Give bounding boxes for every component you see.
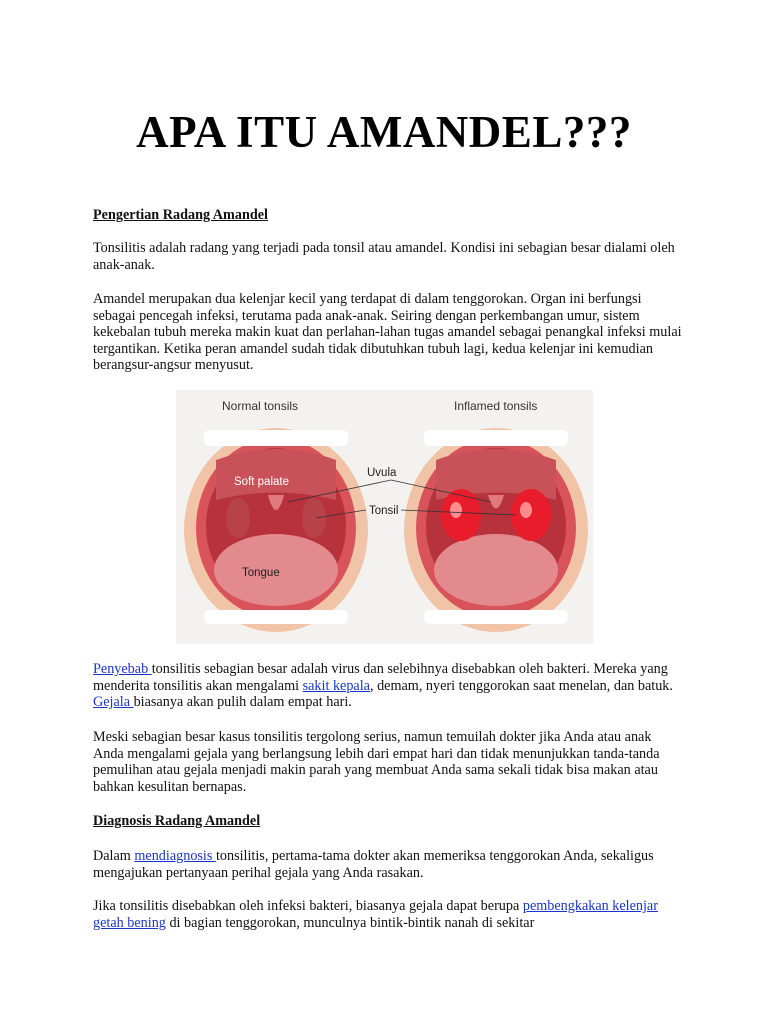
section-heading-pengertian: Pengertian Radang Amandel <box>93 207 268 223</box>
link-sakit-kepala[interactable]: sakit kepala <box>302 677 370 694</box>
link-pembengkakan-kelenjar[interactable]: pembengkakan kelenjar getah bening <box>93 898 658 931</box>
paragraph-penyebab-1 <box>93 661 683 711</box>
normal-mouth <box>184 428 368 632</box>
link-gejala[interactable]: Gejala <box>93 694 134 711</box>
penyebab-text-1: tonsilitis sebagian besar adalah virus dan selebihnya disebabkan oleh bakteri. Mereka yang menderita tonsilitis akan mengalami <box>93 661 668 694</box>
penyebab-text-2: , demam, nyeri tenggorokan saat menelan, dan batuk. <box>369 677 673 694</box>
diagnosis-text-2: tonsilitis, pertama-tama dokter akan memeriksa tenggorokan Anda, sekaligus mengajukan pertanyaan perihal gejala yang Anda rasakan. <box>93 848 654 881</box>
diagnosis-text-3: Jika tonsilitis disebabkan oleh infeksi bakteri, biasanya gejala dapat berupa <box>93 898 523 914</box>
tonsils-illustration <box>176 390 593 644</box>
paragraph-diagnosis-1 <box>93 848 683 881</box>
label-normal-tonsils: Normal tonsils <box>222 399 299 413</box>
label-uvula: Uvula <box>367 467 397 479</box>
link-mendiagnosis[interactable]: mendiagnosis <box>134 848 216 864</box>
link-penyebab[interactable]: Penyebab <box>93 661 152 677</box>
paragraph-pengertian-1: Tonsilitis adalah radang yang terjadi pada tonsil atau amandel. Kondisi ini sebagian besar dialami oleh anak-anak. <box>93 240 675 273</box>
label-tongue: Tongue <box>242 567 280 579</box>
paragraph-penyebab-2: Meski sebagian besar kasus tonsilitis tergolong serius, namun temuilah dokter jika Anda atau anak Anda mengalami gejala yang berlangsung lebih dari empat hari dan tidak menunjukkan tanda-tanda pemulihan atau gejala menjadi makin parah yang membuat Anda sama sekali tidak bisa makan atau bahkan kesulitan bernapas. <box>93 729 660 795</box>
diagnosis-text-1: Dalam <box>93 848 135 864</box>
label-soft-palate: Soft palate <box>234 476 289 488</box>
inflamed-mouth <box>404 428 588 632</box>
paragraph-pengertian-2: Amandel merupakan dua kelenjar kecil yang terdapat di dalam tenggorokan. Organ ini berfungsi sebagai pencegah infeksi, terutama pada anak-anak. Seiring dengan perkembangan umur, sistem kekebalan tubuh mereka makin kuat dan perlahan-lahan tugas amandel sebagai penangkal infeksi mulai tergantikan. Ketika peran amandel sudah tidak dibutuhkan tubuh lagi, kedua kelenjar ini kemudian berangsur-angsur menyusut. <box>93 291 682 374</box>
label-inflamed-tonsils: Inflamed tonsils <box>454 399 538 413</box>
diagnosis-text-4: di bagian tenggorokan, munculnya bintik-bintik nanah di sekitar <box>165 914 535 931</box>
penyebab-text-3: biasanya akan pulih dalam empat hari. <box>133 694 352 711</box>
page-title: APA ITU AMANDEL??? <box>136 107 632 157</box>
label-tonsil: Tonsil <box>369 505 399 517</box>
tonsils-diagram <box>176 390 593 644</box>
paragraph-diagnosis-2 <box>93 898 683 931</box>
section-heading-diagnosis: Diagnosis Radang Amandel <box>93 813 261 829</box>
